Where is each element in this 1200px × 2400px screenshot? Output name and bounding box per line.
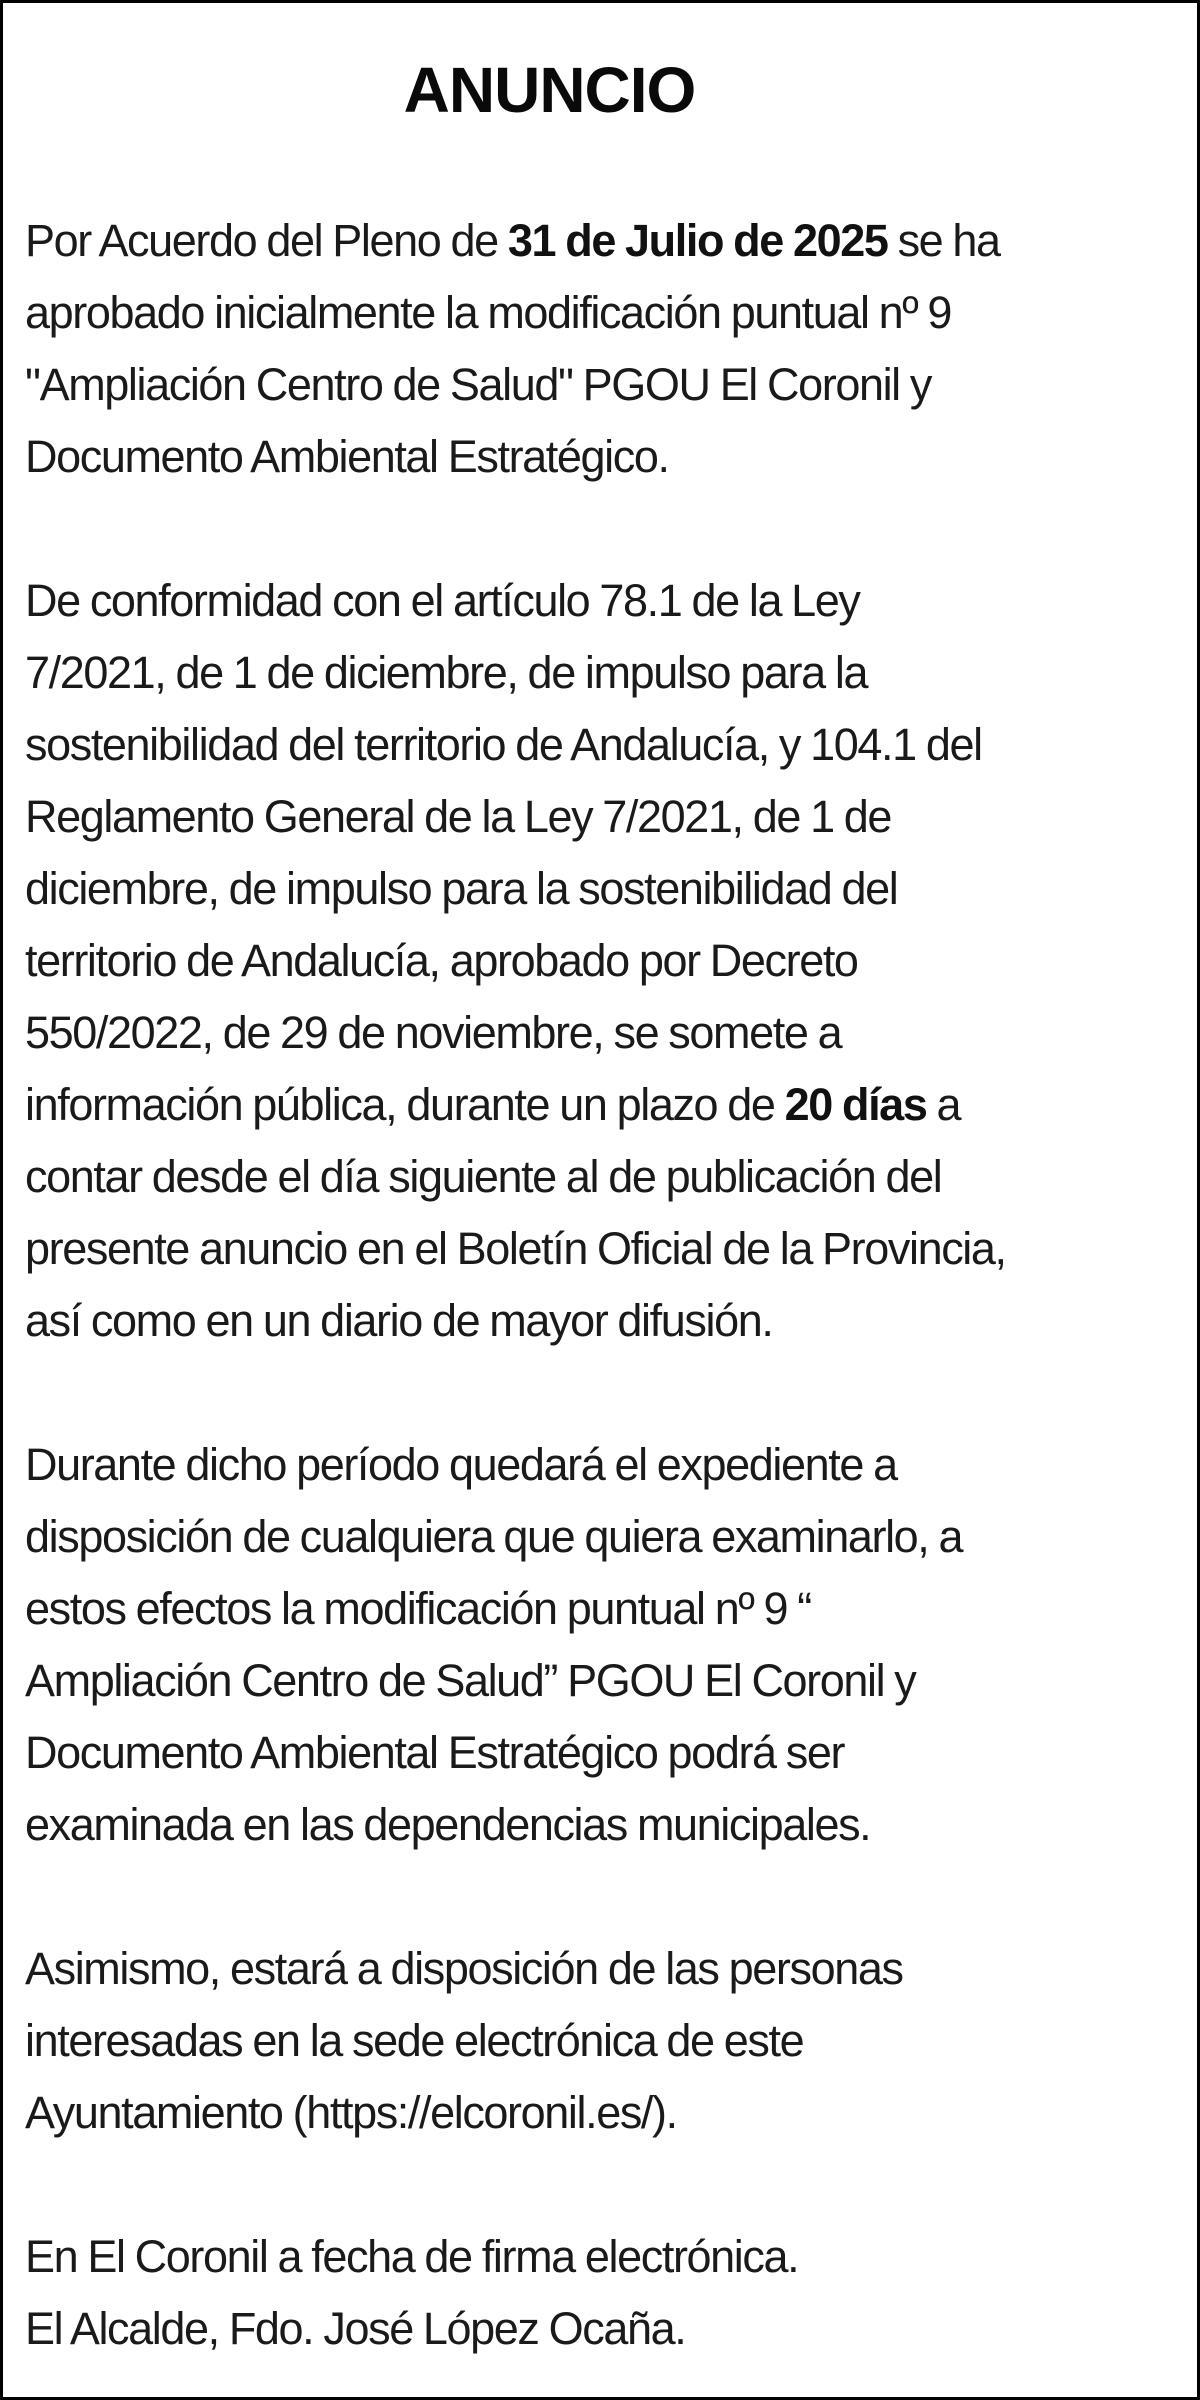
text-line: Ampliación Centro de Salud” PGOU El Coronil y bbox=[25, 1655, 916, 1706]
text-line: así como en un diario de mayor difusión. bbox=[25, 1295, 773, 1346]
text-line: De conformidad con el artículo 78.1 de la Ley bbox=[25, 575, 860, 626]
text-segment: información pública, durante un plazo de bbox=[25, 1079, 785, 1130]
text-line: 550/2022, de 29 de noviembre, se somete a bbox=[25, 1007, 842, 1058]
text-line: presente anuncio en el Boletín Oficial de la Provincia, bbox=[25, 1223, 1006, 1274]
paragraph-file-availability bbox=[25, 1429, 1185, 1861]
text-line: examinada en las dependencias municipales. bbox=[25, 1799, 871, 1850]
notice-title: ANUNCIO bbox=[403, 54, 696, 126]
text-line: disposición de cualquiera que quiera examinarlo, a bbox=[25, 1511, 963, 1562]
text-line: Documento Ambiental Estratégico. bbox=[25, 431, 669, 482]
text-line: "Ampliación Centro de Salud" PGOU El Coronil y bbox=[25, 359, 931, 410]
notice-body bbox=[25, 205, 1185, 2365]
text-line: diciembre, de impulso para la sostenibilidad del bbox=[25, 863, 898, 914]
text-line: contar desde el día siguiente al de publicación del bbox=[25, 1151, 942, 1202]
signature-place-date: En El Coronil a fecha de firma electrónica. bbox=[25, 2231, 799, 2282]
text-line: estos efectos la modificación puntual nº 9 “ bbox=[25, 1583, 811, 1634]
text-line: Reglamento General de la Ley 7/2021, de 1 de bbox=[25, 791, 892, 842]
text-line bbox=[25, 1069, 1185, 1141]
text-segment: a bbox=[926, 1079, 961, 1130]
text-line: sostenibilidad del territorio de Andalucía, y 104.1 del bbox=[25, 719, 982, 770]
text-line: Durante dicho período quedará el expediente a bbox=[25, 1439, 897, 1490]
agreement-date: 31 de Julio de 2025 bbox=[507, 215, 888, 266]
text-segment: Por Acuerdo del Pleno de bbox=[25, 215, 508, 266]
text-line bbox=[25, 205, 1185, 277]
signature-mayor: El Alcalde, Fdo. José López Ocaña. bbox=[25, 2303, 686, 2354]
text-line: aprobado inicialmente la modificación puntual nº 9 bbox=[25, 287, 952, 338]
paragraph-electronic-office bbox=[25, 1933, 1185, 2149]
paragraph-agreement bbox=[25, 205, 1185, 493]
text-line: 7/2021, de 1 de diciembre, de impulso para la bbox=[25, 647, 868, 698]
text-line: territorio de Andalucía, aprobado por Decreto bbox=[25, 935, 858, 986]
public-period-days: 20 días bbox=[784, 1079, 927, 1130]
text-segment: se ha bbox=[887, 215, 1000, 266]
paragraph-legal-basis bbox=[25, 565, 1185, 1357]
paragraph-signature bbox=[25, 2221, 1185, 2365]
text-line: Asimismo, estará a disposición de las personas bbox=[25, 1943, 903, 1994]
text-line: interesadas en la sede electrónica de este bbox=[25, 2015, 804, 2066]
text-line: Ayuntamiento (https://elcoronil.es/). bbox=[25, 2087, 677, 2138]
text-line: Documento Ambiental Estratégico podrá ser bbox=[25, 1727, 845, 1778]
